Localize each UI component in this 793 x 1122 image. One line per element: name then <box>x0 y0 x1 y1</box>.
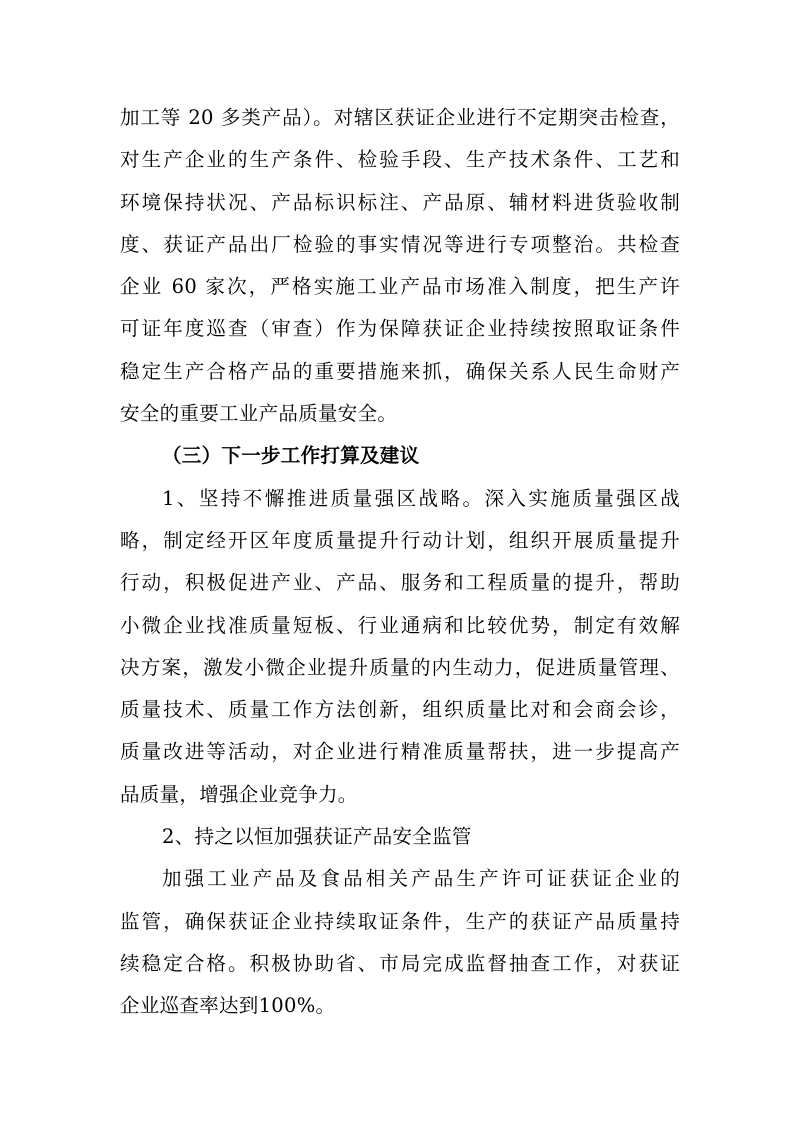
text-line: 对生产企业的生产条件、检验手段、生产技术条件、工艺和 <box>120 148 680 172</box>
text-line: 安全的重要工业产品质量安全。 <box>120 402 398 426</box>
text-line: 加强工业产品及食品相关产品生产许可证获证企业的 <box>162 867 680 891</box>
text-line: 1、坚持不懈推进质量强区战略。深入实施质量强区战 <box>162 486 680 510</box>
text-line: 行动，积极促进产业、产品、服务和工程质量的提升，帮助 <box>120 571 680 595</box>
paragraph-license-supervision <box>120 858 680 1027</box>
paragraph-quality-strategy <box>120 478 680 816</box>
paragraph-product-inspection <box>120 97 680 435</box>
text-line: 加工等 20 多类产品）。对辖区获证企业进行不定期突击检查， <box>120 106 680 129</box>
text-line: 质量技术、质量工作方法创新，组织质量比对和会商会诊， <box>120 698 680 722</box>
text-line: 续稳定合格。积极协助省、市局完成监督抽查工作，对获证 <box>120 951 680 975</box>
text-line: 监管，确保获证企业持续取证条件，生产的获证产品质量持 <box>120 909 680 933</box>
text-line: 企业巡查率达到100%。 <box>120 994 336 1018</box>
text-line: 决方案，激发小微企业提升质量的内生动力，促进质量管理、 <box>120 655 680 679</box>
document-body <box>120 97 680 1028</box>
text-line: 稳定生产合格产品的重要措施来抓，确保关系人民生命财产 <box>120 359 680 383</box>
text-line: 2、持之以恒加强获证产品安全监管 <box>162 825 472 849</box>
text-line: 品质量，增强企业竞争力。 <box>120 782 358 806</box>
text-line: 可证年度巡查（审查）作为保障获证企业持续按照取证条件 <box>120 317 680 341</box>
text-line: 质量改进等活动，对企业进行精准质量帮扶，进一步提高产 <box>120 740 680 764</box>
section-heading <box>120 435 680 477</box>
paragraph-item-2-title <box>120 816 680 858</box>
text-line: 企业 60 家次，严格实施工业产品市场准入制度，把生产许 <box>120 275 680 299</box>
text-line: 度、获证产品出厂检验的事实情况等进行专项整治。共检查 <box>120 232 680 256</box>
heading-line: （三）下一步工作打算及建议 <box>162 444 420 468</box>
text-line: 略，制定经开区年度质量提升行动计划，组织开展质量提升 <box>120 528 680 552</box>
text-line: 环境保持状况、产品标识标注、产品原、辅材料进货验收制 <box>120 190 680 214</box>
text-line: 小微企业找准质量短板、行业通病和比较优势，制定有效解 <box>120 613 680 637</box>
